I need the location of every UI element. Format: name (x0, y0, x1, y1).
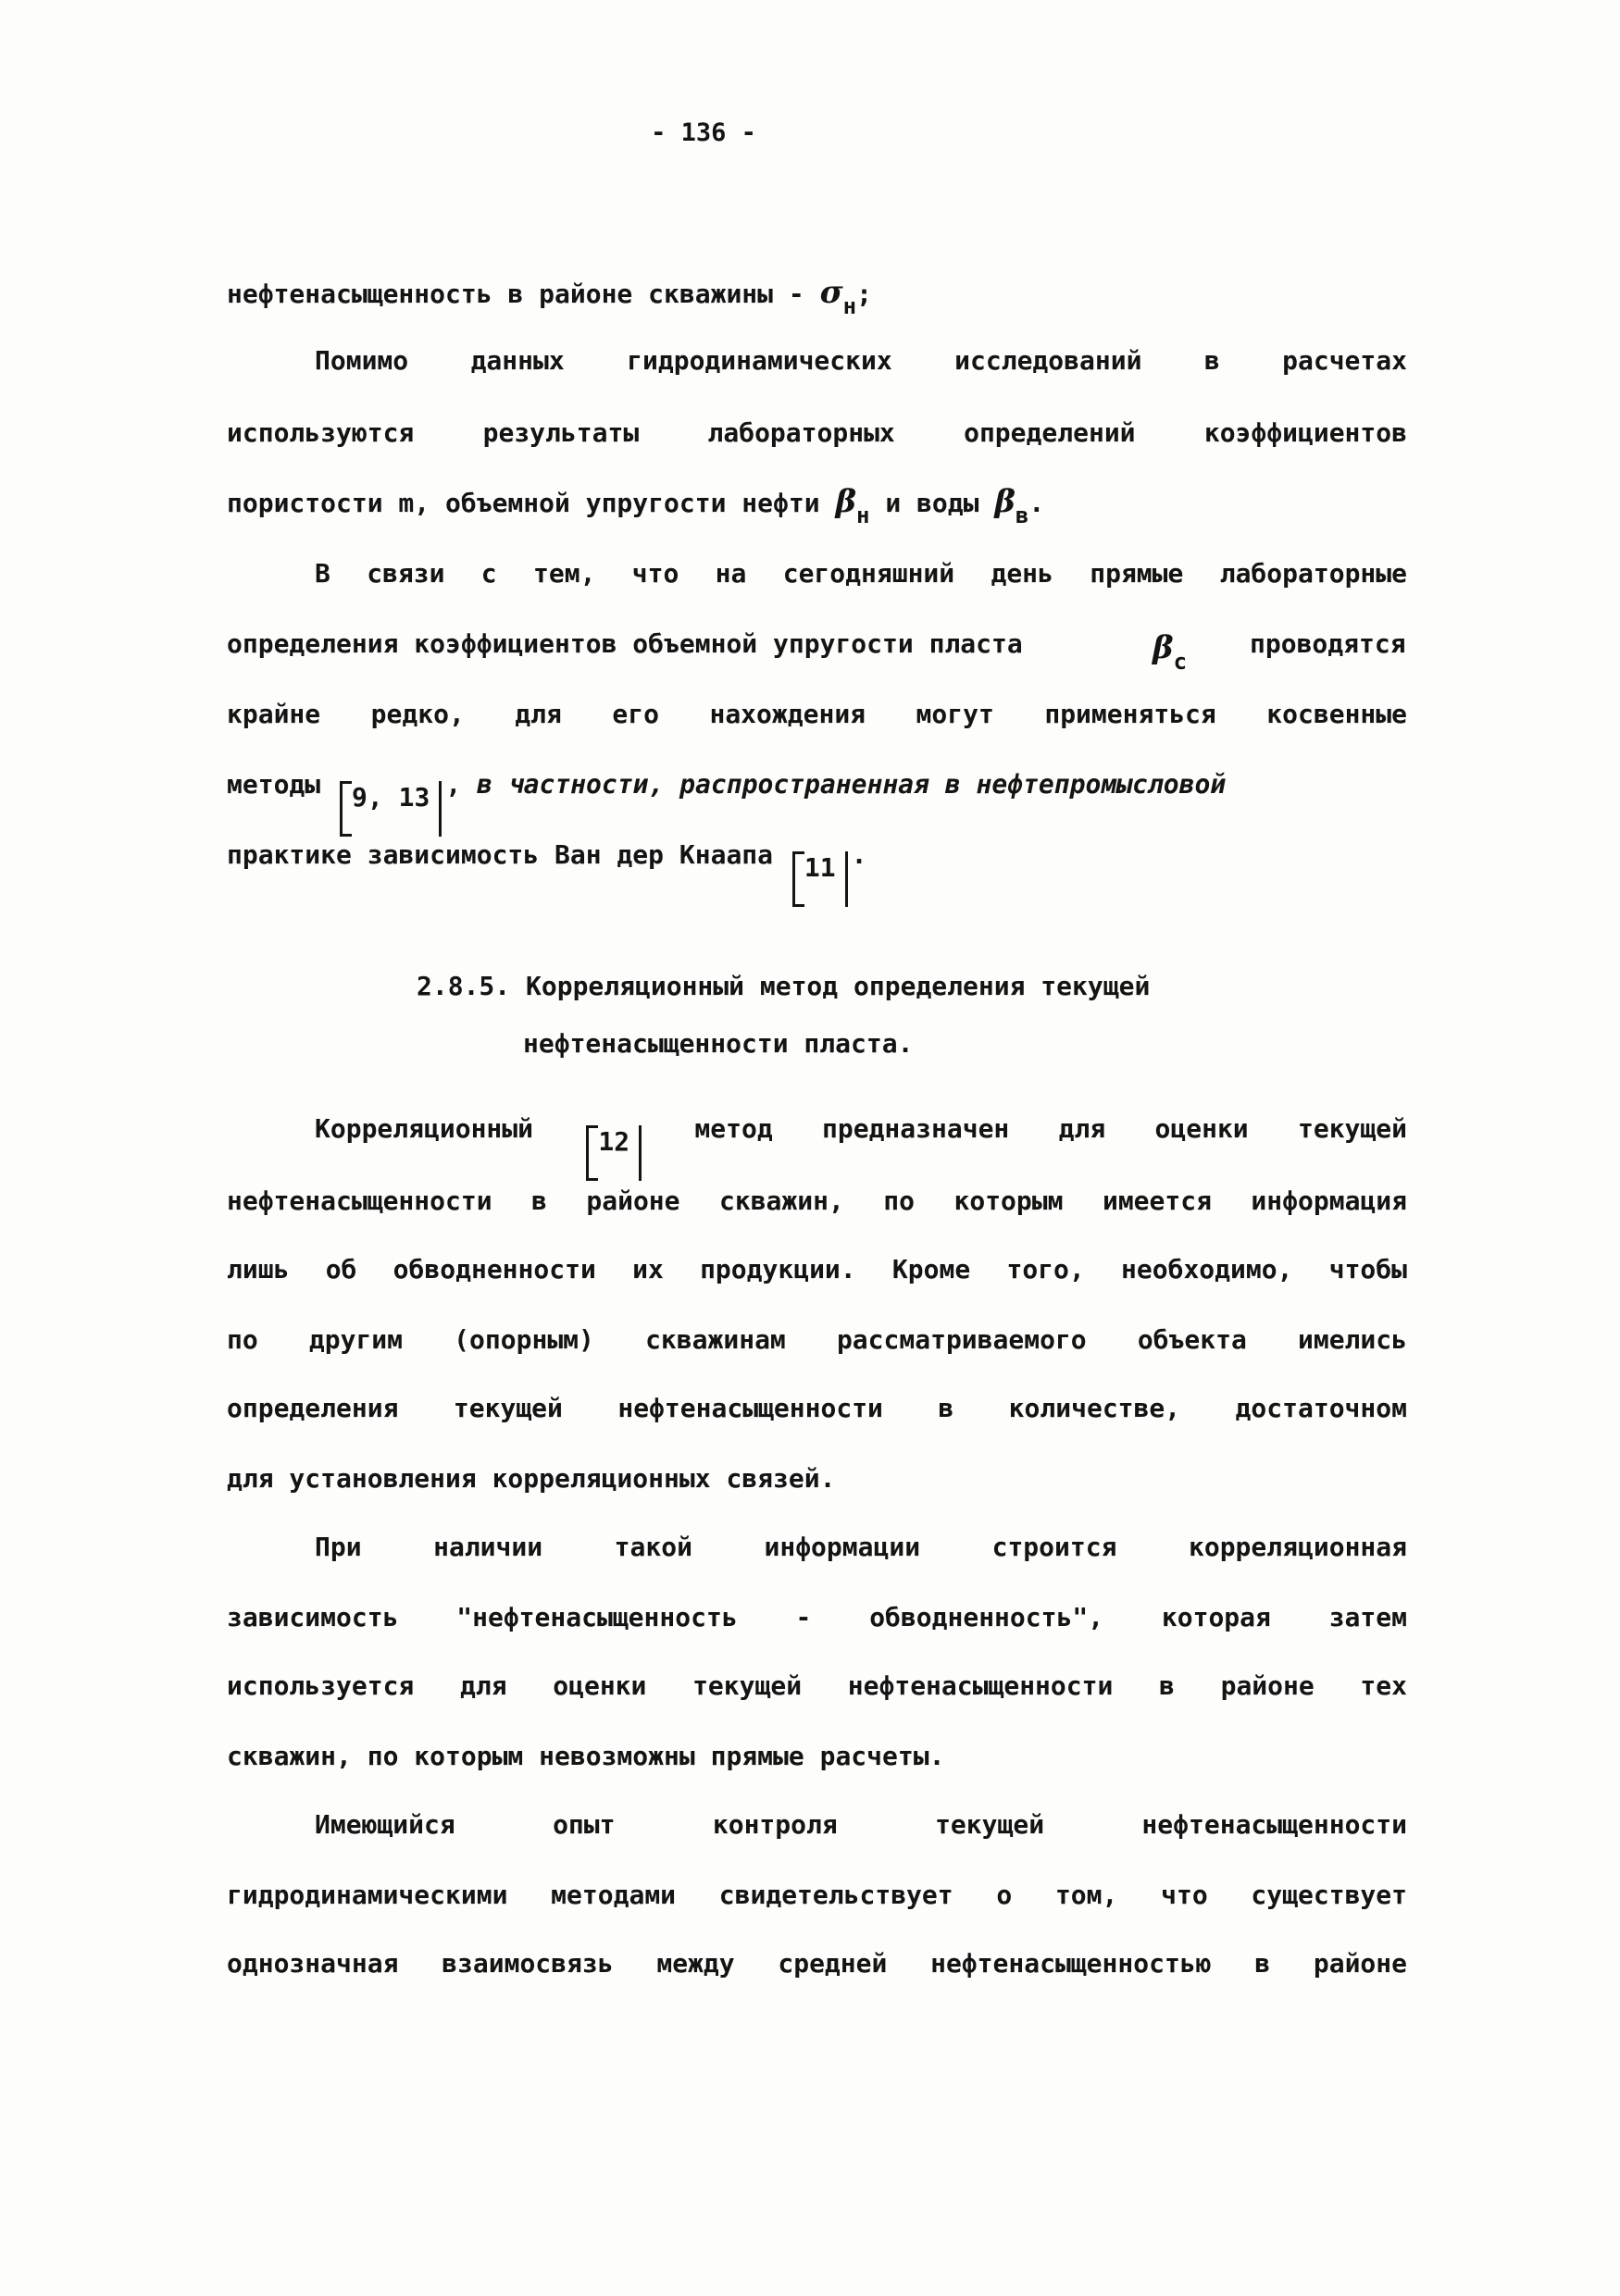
para3-line-1: При наличии такой информации строится корреляционная (315, 1532, 1407, 1562)
subscript: с (1173, 649, 1188, 675)
para2-line-6: для установления корреляционных связей. (227, 1463, 836, 1494)
para2-line-4: по другим (опорным) скважинам рассматриваемого объекта имелись (227, 1324, 1407, 1355)
para4-line-1: Имеющийся опыт контроля текущей нефтенасыщенности (315, 1809, 1407, 1840)
para2-line-5: определения текущей нефтенасыщенности в количестве, достаточном (227, 1393, 1407, 1423)
text-line-5: В связи с тем, что на сегодняшний день прямые лабораторные (315, 558, 1407, 589)
para3-line-3: используется для оценки текущей нефтенасыщенности в районе тех (227, 1670, 1407, 1701)
subscript: в (1015, 503, 1029, 528)
text-segment: методы (227, 769, 337, 800)
citation-9-13: 9, 13 (340, 781, 442, 837)
text-line-8 (227, 766, 1407, 813)
subscript: н (842, 293, 857, 319)
citation-12: 12 (586, 1125, 642, 1181)
text-segment: метод предназначен для оценки текущей (645, 1113, 1407, 1144)
citation-11: 11 (792, 851, 848, 907)
text-line-9 (227, 837, 1407, 883)
para2-line-1 (315, 1111, 1407, 1157)
text-line-7: крайне редко, для его нахождения могут применяться косвенные (227, 699, 1407, 729)
text-segment: и воды (869, 488, 995, 518)
text-line-3: используются результаты лабораторных определений коэффициентов (227, 417, 1407, 448)
text-segment: Корреляционный (315, 1113, 583, 1144)
text-line-6-end: проводятся (1250, 628, 1406, 659)
text-segment: пористости m, объемной упругости нефти (227, 488, 836, 518)
para3-line-4: скважин, по которым невозможны прямые расчеты. (227, 1741, 945, 1771)
text-segment: нефтенасыщенность в районе скважины - (227, 279, 820, 309)
beta-symbol: β (1153, 629, 1174, 666)
text-segment: , (445, 769, 478, 800)
text-line-6-start: определения коэффициентов объемной упругости пласта (227, 628, 1023, 659)
text-segment: ; (856, 279, 872, 309)
page-number: - 136 - (651, 118, 756, 147)
subscript: н (856, 503, 870, 528)
para4-line-2: гидродинамическими методами свидетельствует о том, что существует (227, 1880, 1407, 1910)
italic-segment: в частности, распространенная в нефтепромысловой (477, 769, 1227, 800)
text-line-1 (227, 274, 1407, 319)
section-heading-line-2: нефтенасыщенности пласта. (523, 1028, 914, 1059)
beta-symbol: β (835, 483, 857, 520)
para2-line-3: лишь об обводненности их продукции. Кроме того, необходимо, чтобы (227, 1254, 1407, 1285)
section-heading-line-1: 2.8.5. Корреляционный метод определения текущей (417, 971, 1151, 1001)
sigma-symbol: σ (819, 274, 843, 311)
text-segment: практике зависимость Ван дер Кнаапа (227, 839, 789, 870)
para2-line-2: нефтенасыщенности в районе скважин, по которым имеется информация (227, 1185, 1407, 1216)
para3-line-2: зависимость "нефтенасыщенность - обводненность", которая затем (227, 1602, 1407, 1632)
text-line-4 (227, 483, 1407, 528)
para4-line-3: однозначная взаимосвязь между средней нефтенасыщенностью в районе (227, 1948, 1407, 1979)
text-segment: . (1028, 488, 1045, 518)
text-line-2: Помимо данных гидродинамических исследований в расчетах (315, 345, 1407, 376)
text-line-6-symbol (1153, 629, 1188, 675)
text-segment: . (851, 839, 867, 870)
beta-symbol: β (994, 483, 1016, 520)
